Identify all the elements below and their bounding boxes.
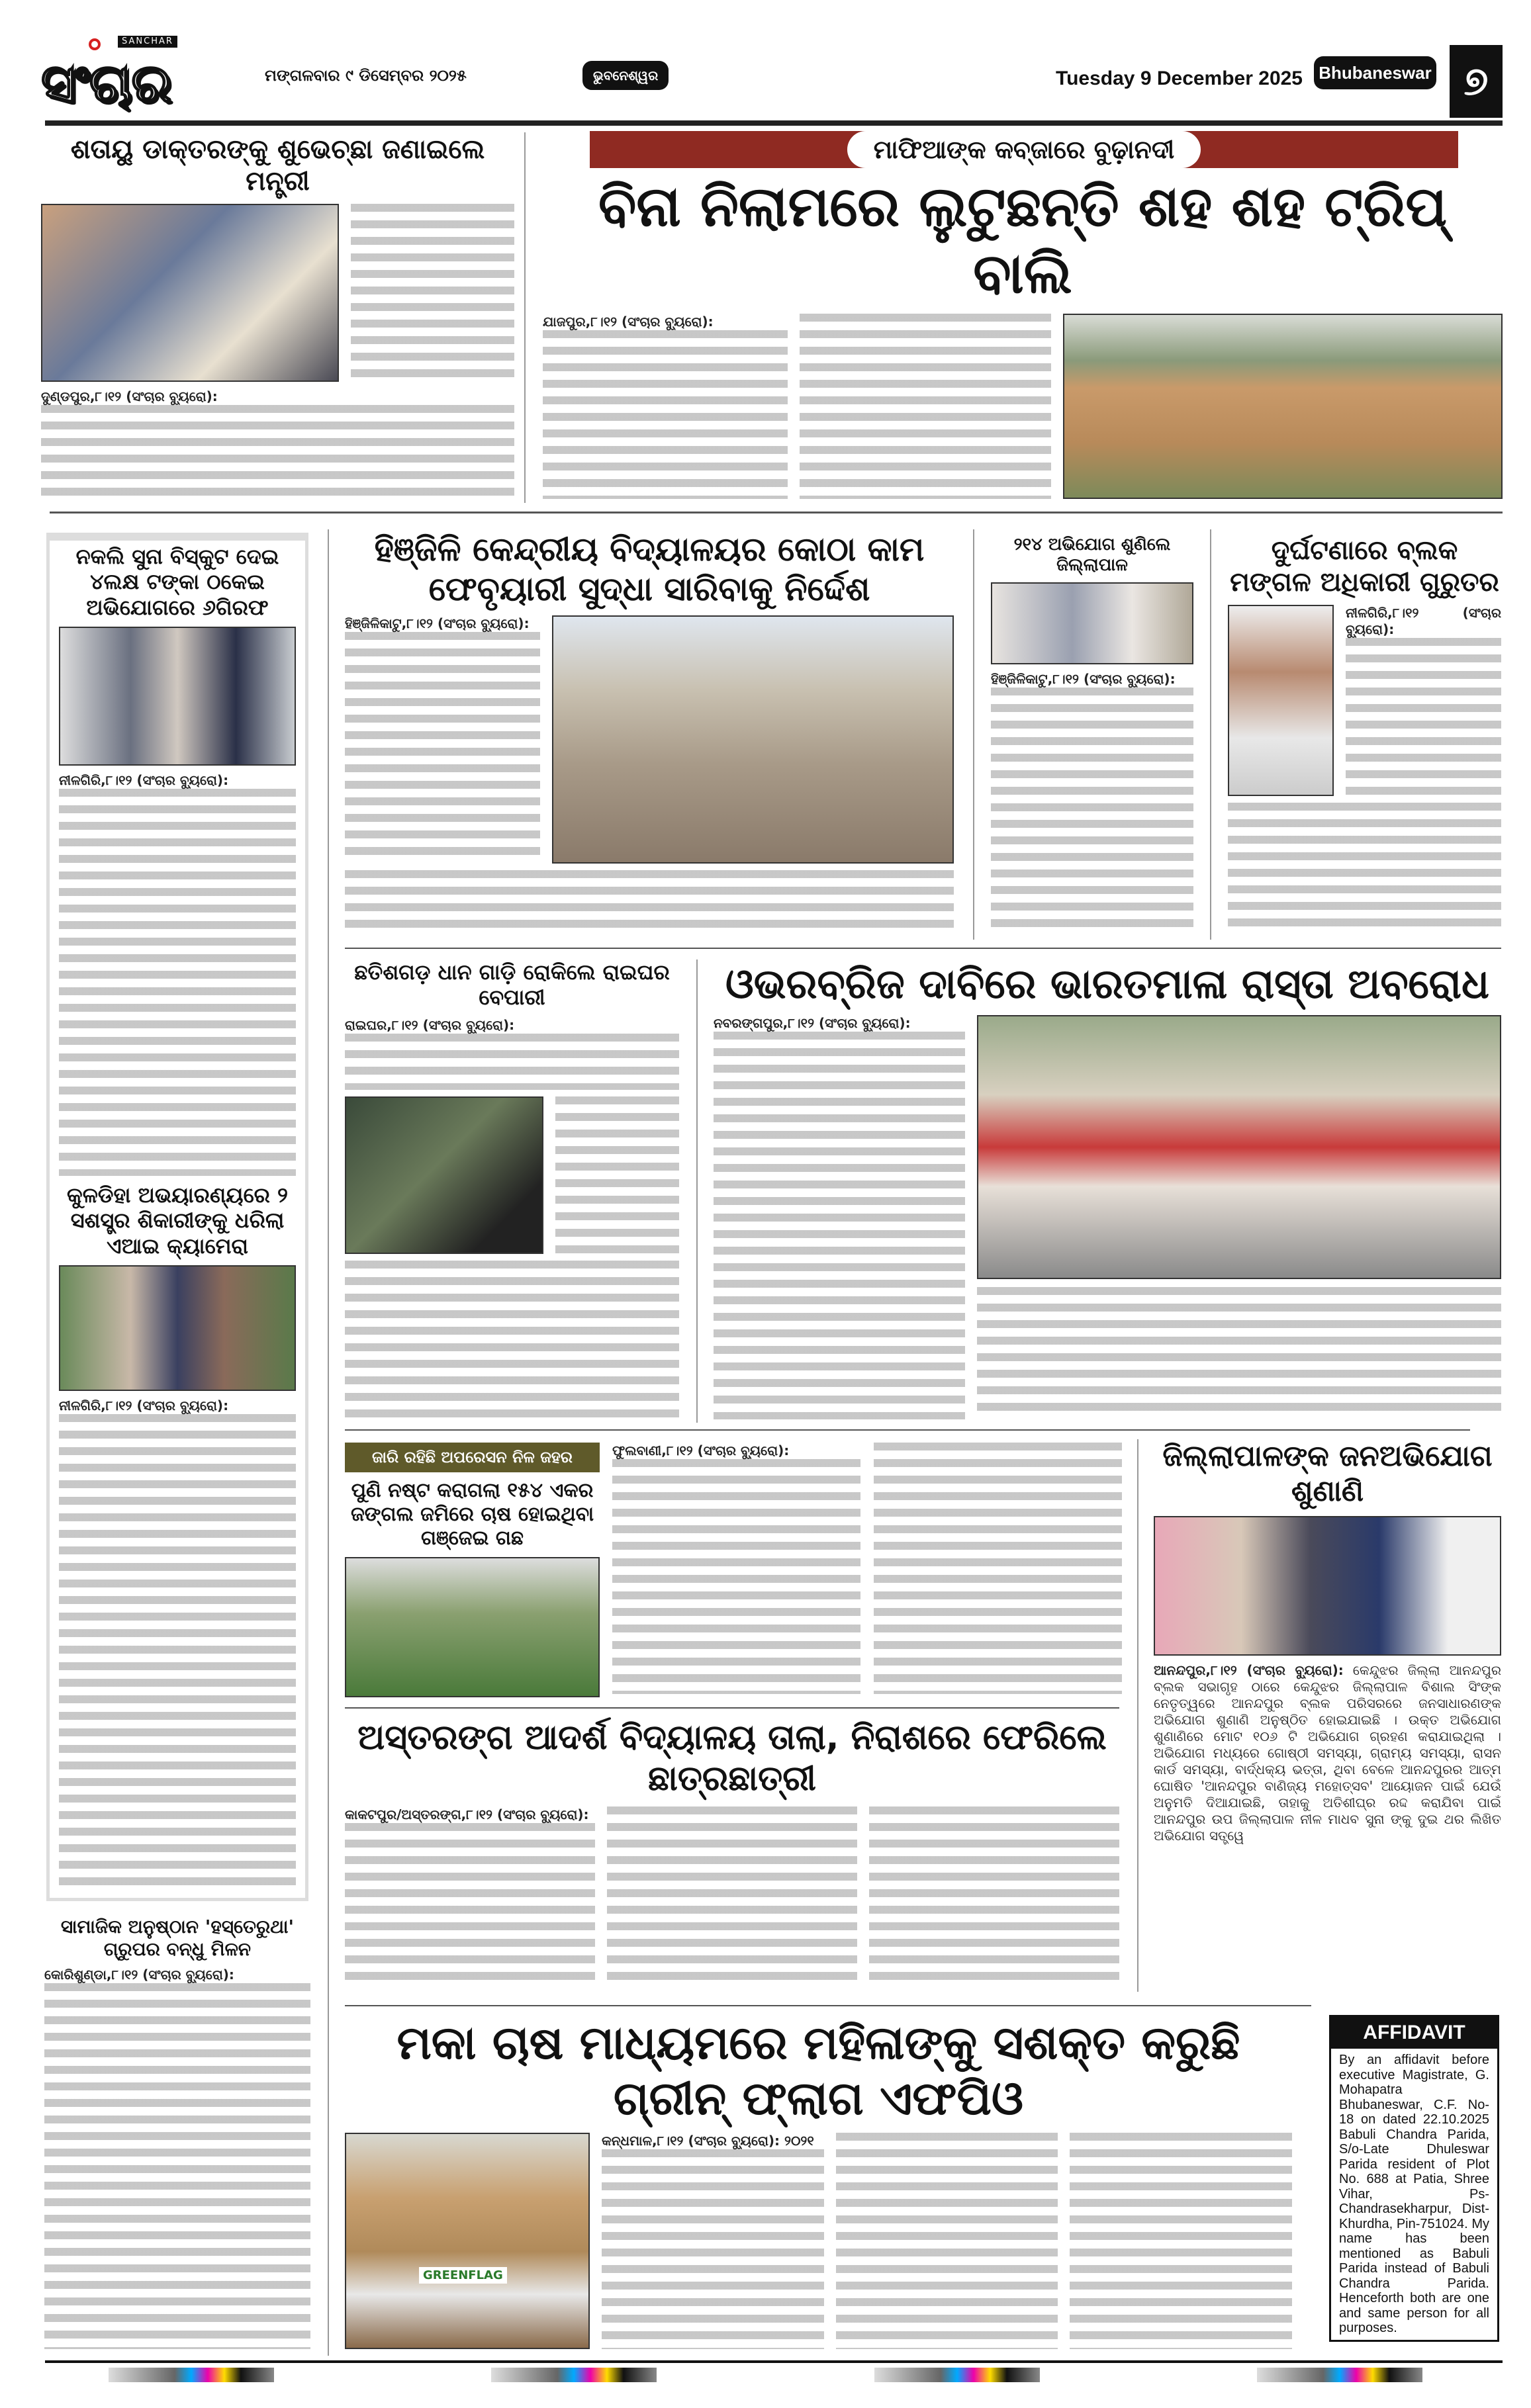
- affidavit-box: [1329, 2015, 1499, 2342]
- photo-maize-truck: [345, 2133, 590, 2349]
- dateline: ଆନନ୍ଦପୁର,୮।୧୨ (ସଂଚାର ବ୍ୟୁରୋ):: [1154, 1662, 1344, 1678]
- headline: ନକଲି ସୁନା ବିସ୍କୁଟ ଦେଇ ୪ଲକ୍ଷ ଟଙ୍କା ଠକେଇ ଅଭିଯୋଗରେ ୬ଗିରଫ: [75, 544, 279, 620]
- article-collector-hearing: [1154, 1439, 1501, 2002]
- article-body: [345, 1261, 679, 1419]
- article-body: [345, 1017, 679, 1090]
- page-number: ୭: [1450, 45, 1503, 118]
- headline: ସାମାଜିକ ଅନୁଷ୍ଠାନ 'ହସ୍ତେରୁଥା' ଗ୍ରୁପର ବନ୍ଧୁ ମିଳନ: [60, 1916, 295, 1960]
- divider: [345, 948, 1501, 949]
- headline: କୁଳଡିହା ଅଭୟାରଣ୍ୟରେ ୨ ସଶସ୍ତ୍ର ଶିକାରୀଙ୍କୁ ଧରିଲା ଏଆଇ କ୍ୟାମେରା: [67, 1182, 288, 1259]
- logo-dot: [89, 38, 101, 50]
- article-body: [345, 870, 954, 936]
- divider: [345, 1429, 1470, 1431]
- dateline: ହିଞ୍ଜିଳିକାଟୁ,୮।୧୨ (ସଂଚାର ବ୍ୟୁରୋ):: [345, 615, 530, 631]
- article-row: [345, 1806, 1119, 1988]
- photo-officer: [1228, 605, 1334, 796]
- article-214: [991, 535, 1193, 935]
- divider: [1137, 1439, 1138, 1992]
- dateline: ଯାଜପୁର,୮।୧୨ (ସଂଚାର ବ୍ୟୁରୋ):: [543, 313, 714, 330]
- photo-road-blockade: [977, 1015, 1501, 1279]
- edition-en: Bhubaneswar: [1314, 56, 1436, 89]
- dateline: ହିଞ୍ଜିଳିକାଟୁ,୮।୧୨ (ସଂଚାର ବ୍ୟୁରୋ):: [991, 671, 1176, 688]
- article-body: [345, 615, 540, 864]
- affidavit-title: AFFIDAVIT: [1331, 2017, 1497, 2049]
- article-right-column: [977, 1015, 1501, 1419]
- article-row: [543, 314, 1503, 499]
- photo-accused: [59, 627, 296, 766]
- article-body: [607, 1806, 857, 1988]
- article-body: [869, 1806, 1119, 1988]
- headline: ମକା ଚାଷ ମାଧ୍ୟମରେ ମହିଳାଙ୍କୁ ସଶକ୍ତ କରୁଛି ଗ୍ରୀନ୍ ଫ୍ଲାଗ ଏଫପିଓ: [396, 2016, 1240, 2125]
- article-body: [59, 772, 296, 1176]
- article-body: [44, 1967, 310, 2349]
- dateline: କାକଟପୁର/ଅସ୍ତରଙ୍ଗ,୮।୧୨ (ସଂଚାର ବ୍ୟୁରୋ):: [345, 1806, 589, 1822]
- dateline: ରାଇଘର,୮।୧୨ (ସଂଚାର ବ୍ୟୁରୋ):: [345, 1016, 515, 1033]
- article-social: [44, 1916, 310, 2349]
- article-row: [714, 1015, 1501, 1419]
- article-row: [345, 1096, 679, 1254]
- affidavit-text: By an affidavit before executive Magistrate, G. Mohapatra Bhubaneswar, C.F. No-18 on dated 22.10.2025 Babuli Chandra Parida, S/o-Late Dhuleswar Parida resident of Plot No. 688 at Patia, Shree Vihar, Ps-Chandrasekharpur, Dist-Khurdha, Pin-751024. My name has been mentioned as Babuli Parida instead of Babuli Chandra Parida. Henceforth both are one and same person for all purposes.: [1339, 2053, 1489, 2335]
- divider: [345, 2005, 1311, 2006]
- date-odia: ମଙ୍ଗଳବାର ୯ ଡିସେମ୍ବର ୨୦୨୫: [265, 66, 467, 85]
- headline: ଦୁର୍ଘଟଣାରେ ବ୍ଲକ ମଙ୍ଗଳ ଅଧିକାରୀ ଗୁରୁତର: [1230, 535, 1499, 598]
- photo-grievance-hearing: [1154, 1516, 1501, 1656]
- divider: [328, 529, 329, 2356]
- left-column-articles: [59, 544, 296, 1894]
- footer-rule: [45, 2360, 1503, 2363]
- article-body: [1346, 605, 1501, 796]
- article-row: [41, 204, 514, 382]
- article-astarang: [345, 1717, 1119, 1988]
- article-row: [345, 615, 954, 864]
- dateline: ଫୁଲବାଣୀ,୮।୧୨ (ସଂଚାର ବ୍ୟୁରୋ):: [612, 1443, 790, 1458]
- dateline: ନୀଳଗିରି,୮।୧୨ (ସଂଚାର ବ୍ୟୁରୋ):: [59, 1398, 229, 1414]
- dateline: ନବରଙ୍ଗପୁର,୮।୧୨ (ସଂଚାର ବ୍ୟୁରୋ):: [714, 1015, 911, 1032]
- photo-school-building: [552, 615, 954, 864]
- dateline: ଦୁଣ୍ଡପୁର,୮।୧୨ (ସଂଚାର ବ୍ୟୁରୋ):: [41, 388, 218, 404]
- photo-grievance: [991, 582, 1193, 664]
- article-body: [345, 1806, 595, 1988]
- kicker-banner: [590, 131, 1458, 168]
- edition-odia: ଭୁବନେଶ୍ୱର: [582, 61, 669, 90]
- article-row: [345, 2133, 1292, 2349]
- article-body: [555, 1096, 679, 1254]
- masthead-rule: [45, 120, 1503, 126]
- article-body: [714, 1015, 965, 1419]
- headline: ଶତାୟୁ ଡାକ୍ତରଙ୍କୁ ଶୁଭେଚ୍ଛା ଜଣାଇଲେ ମନ୍ତ୍ରୀ: [70, 134, 485, 197]
- article-chhattisgarh: [345, 959, 679, 1419]
- date-en: Tuesday 9 December 2025: [1056, 67, 1303, 89]
- article-hinjili: [345, 529, 954, 936]
- headline: ଓଭରବ୍ରିଜ ଦାବିରେ ଭାରତମାଳା ରାସ୍ତା ଅବରୋଧ: [725, 959, 1489, 1008]
- dateline: ନୀଳଗିରି,୮।୧୨ (ସଂଚାର ବ୍ୟୁରୋ):: [59, 772, 229, 789]
- article-operation: [345, 1443, 600, 1697]
- article-row: [1228, 605, 1501, 796]
- article-maize: [345, 2015, 1292, 2349]
- article-body: [874, 1443, 1122, 1694]
- divider: [345, 1707, 1119, 1709]
- article-body: [977, 1287, 1501, 1419]
- dateline: କନ୍ଧମାଳ,୮।୧୨ (ସଂଚାର ବ୍ୟୁରୋ): ୨୦୨୧: [602, 2133, 814, 2149]
- article-body: [800, 314, 1051, 499]
- photo-poachers: [59, 1265, 296, 1391]
- divider: [524, 132, 526, 503]
- article-body: [602, 2133, 824, 2349]
- masthead: [0, 0, 1531, 132]
- article-main: [543, 173, 1503, 499]
- kicker: ମାଫିଆଙ୍କ କବ୍ଜାରେ ବୁଢ଼ାନଦୀ: [847, 131, 1201, 168]
- logo: ସଂଚାର: [41, 52, 172, 114]
- divider: [50, 512, 1503, 513]
- article-body: [612, 1443, 860, 1694]
- article-body: [41, 388, 514, 501]
- article-body: [1154, 1662, 1501, 1844]
- article-body: [351, 204, 514, 382]
- article-body: [836, 2133, 1058, 2349]
- headline: ୨୧୪ ଅଭିଯୋଗ ଶୁଣିଲେ ଜିଲ୍ଲାପାଳ: [1013, 535, 1171, 576]
- article-minister: [41, 134, 514, 501]
- headline: ଜିଲ୍ଲାପାଳଙ୍କ ଜନଅଭିଯୋଗ ଶୁଣାଣି: [1162, 1439, 1493, 1508]
- photo-sand-mining: [1063, 314, 1503, 499]
- headline: ଅସ୍ତରଙ୍ଗ ଆଦର୍ଶ ବିଦ୍ୟାଳୟ ତାଲା, ନିରାଶରେ ଫେରିଲେ ଛାତ୍ରଛାତ୍ରୀ: [357, 1718, 1107, 1799]
- dateline: କୋରିଶୁଣ୍ଡା,୮।୧୨ (ସଂଚାର ବ୍ୟୁରୋ):: [44, 1967, 234, 1983]
- article-body: [543, 314, 788, 499]
- divider: [696, 959, 698, 1423]
- photo-minister-doctor: [41, 204, 339, 382]
- article-body: [59, 1398, 296, 1894]
- article-accident: [1228, 535, 1501, 935]
- article-body: [1228, 803, 1501, 935]
- article-text: କେନ୍ଦୁଝର ଜିଲ୍ଲା ଆନନ୍ଦପୁର ବ୍ଲକ ସଭାଗୃହ ଠାରେ କେନ୍ଦୁଝର ଜିଲ୍ଲାପାଳ ବିଶାଲ ସିଂଙ୍କ ନେତୃତ୍ୱରେ ଆନନ୍ଦପୁର ବ୍ଲକ ପରିସରରେ ଜନସାଧାରଣଙ୍କ ଅଭିଯୋଗ ଶୁଣାଣି ଅନୁଷ୍ଠିତ ହୋଇଯାଇଛି । ଉକ୍ତ ଅଭିଯୋଗ ଶୁଣାଣିରେ ମୋଟ ୧୦୬ ଟି ଅଭିଯୋଗ ଗ୍ରହଣ କରାଯାଇଥିଲା । ଅଭିଯୋଗ ମଧ୍ୟରେ ଗୋଷ୍ଠୀ ସମସ୍ୟା, ଗ୍ରାମ୍ୟ ସମସ୍ୟା, ରାସନ କାର୍ଡ ସମସ୍ୟା, ବାର୍ଦ୍ଧକ୍ୟ ଭତ୍ତା, ଥିବା ବେଳେ ଆନନ୍ଦପୁରର ଆତ୍ମ ଘୋଷିତ 'ଆନନ୍ଦପୁର ବାଣିଜ୍ୟ ମହୋତ୍ସବ' ଆୟୋଜନ ପାଇଁ ଯେଉଁ ଅନୁମତି ଦିଆଯାଇଛି, ତାହାକୁ ଅତିଶୀଘ୍ର ରଦ୍ଦ କରାଯିବା ପାଇଁ ଆନନ୍ଦପୁର ଉପ ଜିଲ୍ଲାପାଳ ନୀଳ ମାଧବ ସୁନା ଙ୍କୁ ଦୁଇ ଥର ଲିଖିତ ଅଭିଯୋଗ ସତ୍ତ୍ୱେ: [1154, 1662, 1501, 1844]
- kicker-banner: ଜାରି ରହିଛି ଅପରେସନ ନିଳ ଜହର: [345, 1443, 600, 1472]
- headline: ହିଞ୍ଜିଳି କେନ୍ଦ୍ରୀୟ ବିଦ୍ୟାଳୟର କୋଠା କାମ ଫେବୃୟାରୀ ସୁଦ୍ଧା ସାରିବାକୁ ନିର୍ଦ୍ଦେଶ: [374, 530, 925, 608]
- article-body: [1070, 2133, 1292, 2349]
- photo-sign: GREENFLAG: [419, 2267, 507, 2284]
- logo-en: SANCHAR: [118, 36, 177, 48]
- dateline: ନୀଳଗିରି,୮।୧୨ (ସଂଚାର ବ୍ୟୁରୋ):: [1346, 605, 1501, 637]
- article-overbridge: [714, 959, 1501, 1419]
- photo-ganja-field: [345, 1557, 600, 1697]
- divider: [1210, 529, 1211, 940]
- divider: [973, 529, 974, 940]
- registration-marks: [0, 2368, 1531, 2384]
- photo-paddy-truck: [345, 1096, 543, 1254]
- headline: ଛତିଶଗଡ଼ ଧାନ ଗାଡ଼ି ରୋକିଲେ ରାଇଘର ବେପାରୀ: [354, 959, 670, 1010]
- main-headline: ବିନା ନିଲାମରେ ଲୁଟୁଛନ୍ତି ଶହ ଶହ ଟ୍ରିପ୍ ବାଲି: [598, 174, 1448, 306]
- article-body: [991, 671, 1193, 935]
- headline: ପୁଣି ନଷ୍ଟ କରାଗଲା ୧୫୪ ଏକର ଜଙ୍ଗଲ ଜମିରେ ଚାଷ ହୋଇଥିବା ଗଞ୍ଜେଇ ଗଛ: [350, 1479, 594, 1550]
